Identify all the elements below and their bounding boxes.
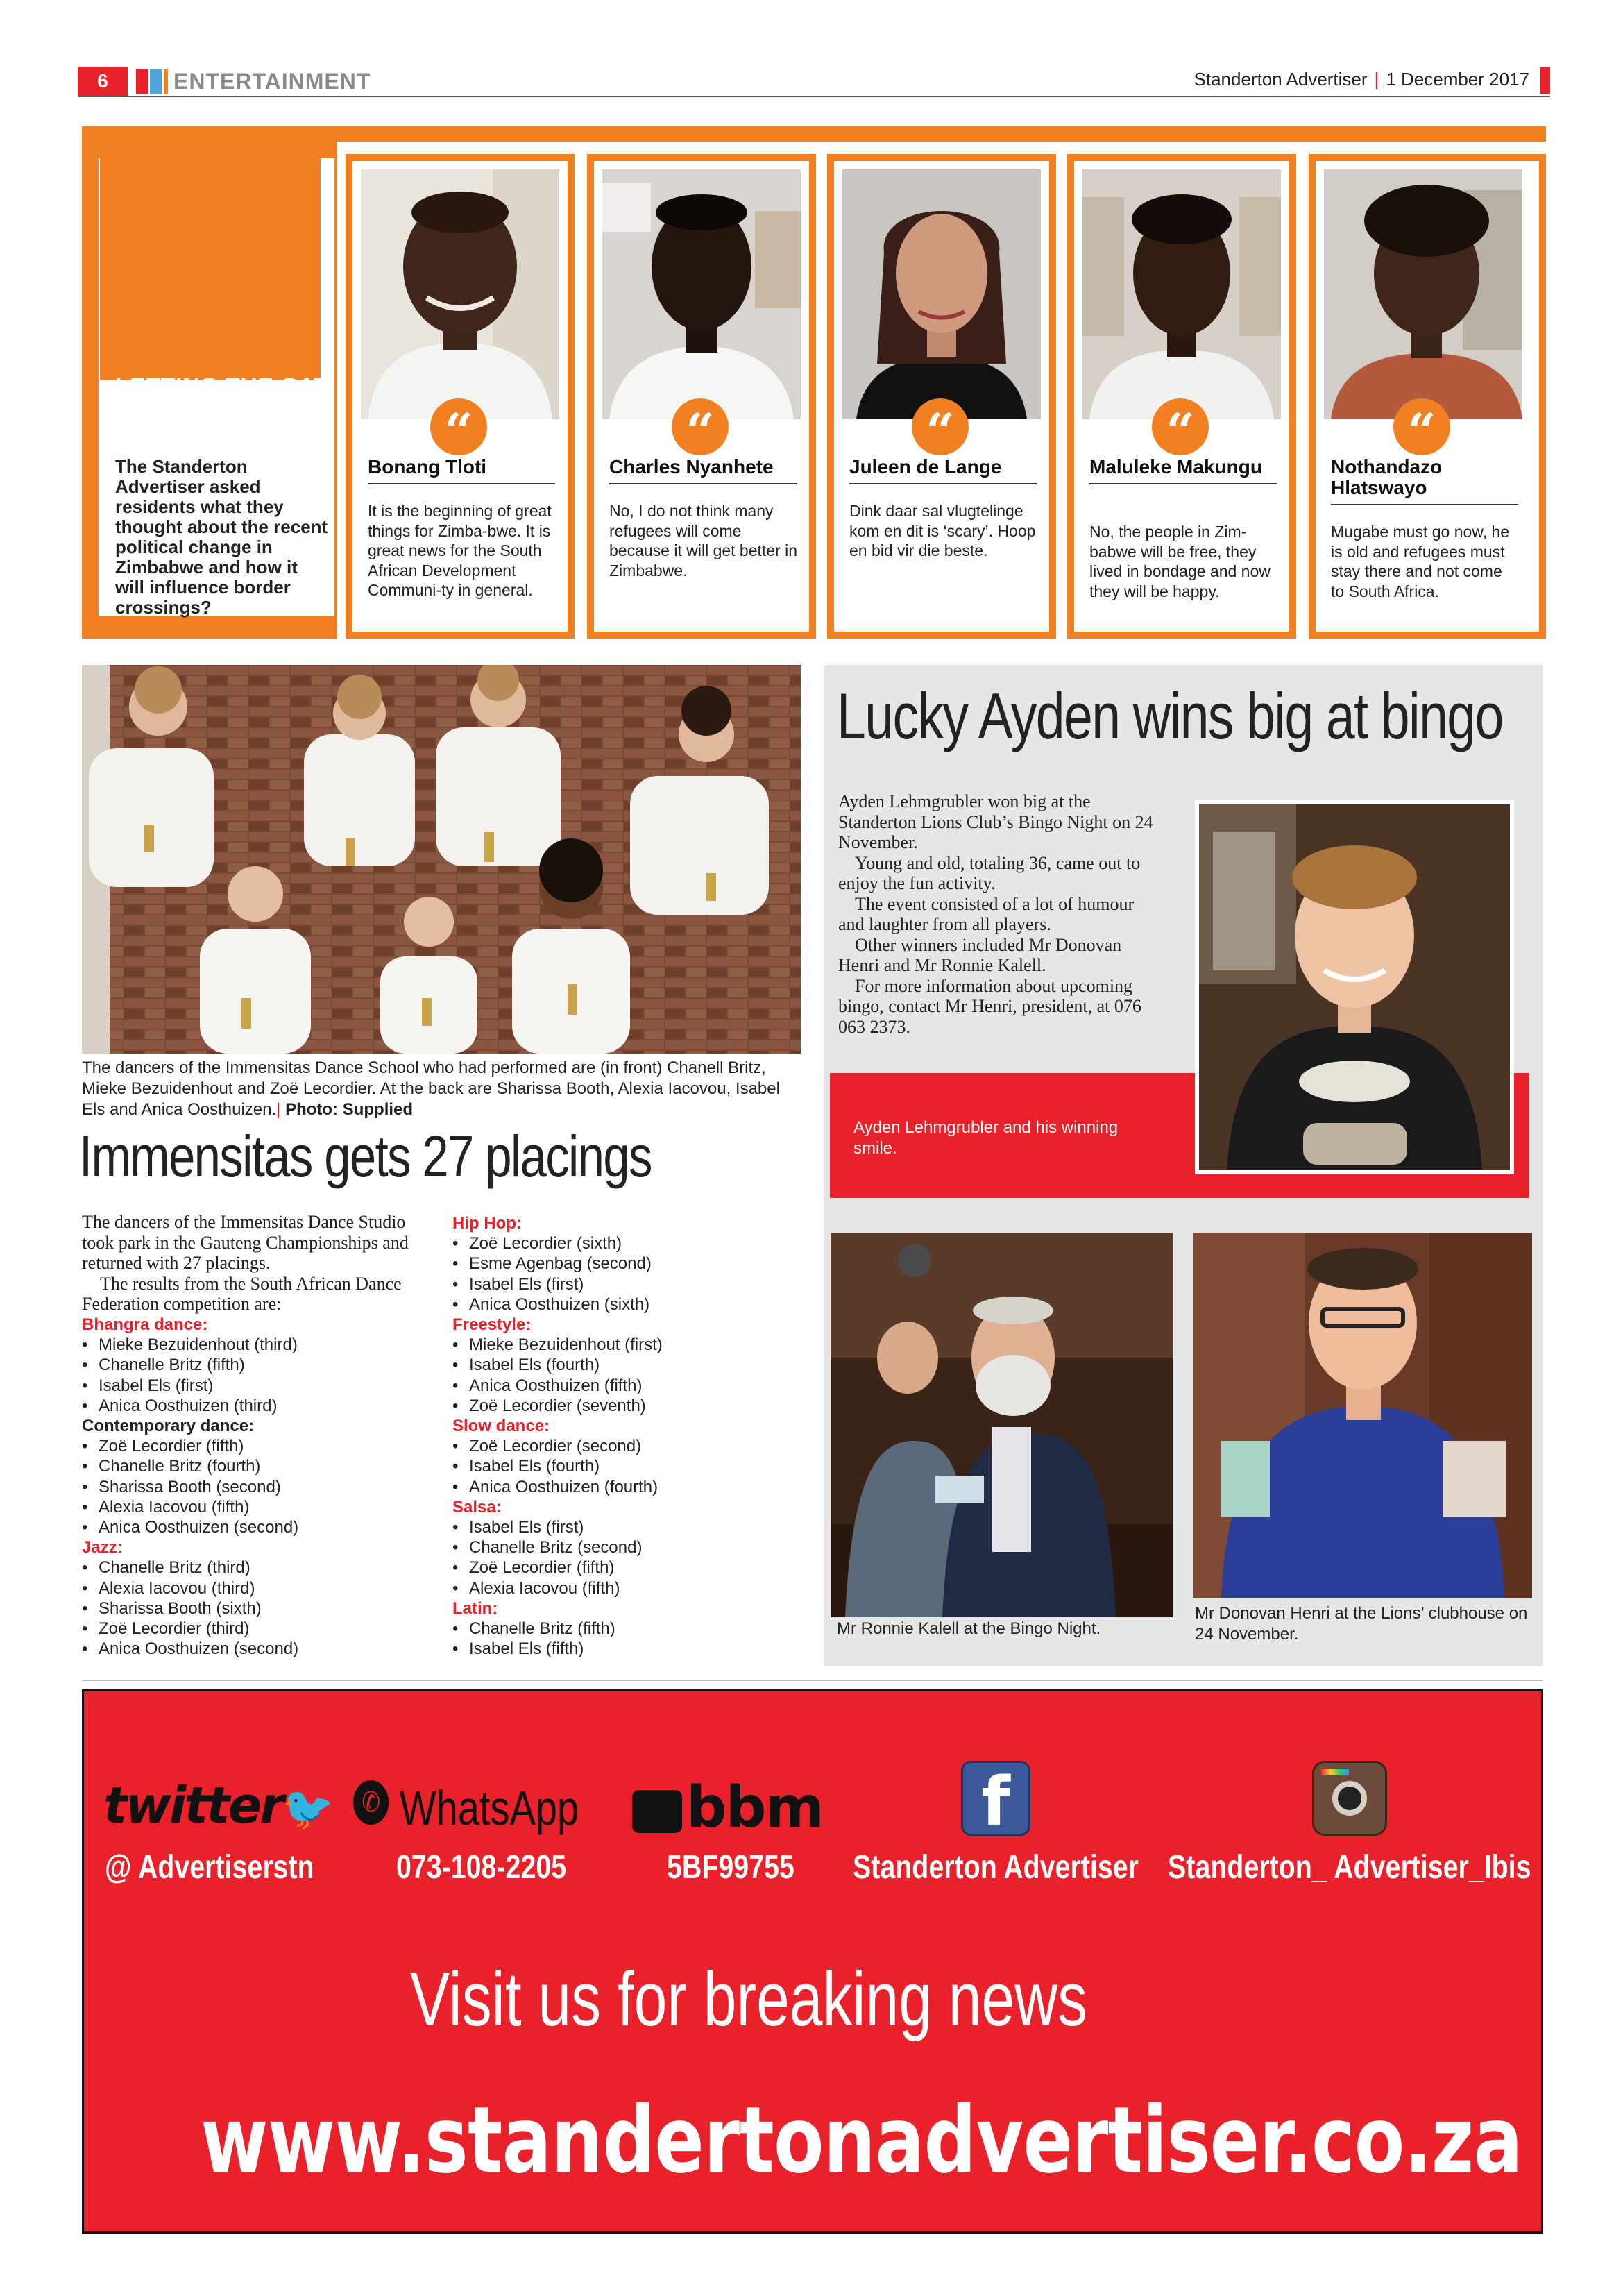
results-item: • Zoë Lecordier (second) [452,1436,799,1456]
issue-date: 1 December 2017 [1386,69,1529,90]
twitter-handle: @ Advertiserstn [105,1849,314,1886]
portrait-illustration [361,169,559,419]
portrait-photo [1324,169,1522,419]
website-url[interactable]: www.standertonadvertiser.co.za [201,2087,1522,2194]
instagram-stripe [1321,1769,1349,1775]
bbm-logo [632,1775,823,1841]
dancers-photo [82,665,801,1054]
article-paragraph: Ayden Lehmgrubler won big at the Standerton Lions Club’s Bingo Night on 24 November. [838,791,1153,852]
voxpop-card [1309,154,1546,639]
results-item: • Anica Oosthuizen (sixth) [452,1294,799,1315]
results-item: • Isabel Els (first) [452,1517,799,1537]
donovan-photo-caption: Mr Donovan Henri at the Lions’ clubhouse on 24 November. [1195,1604,1528,1644]
header-accent-bar [136,69,148,94]
article-paragraph: The dancers of the Immensitas Dance Studio took park in the Gauteng Championships and returned with 27 placings. [82,1212,409,1273]
results-category: Salsa: [452,1497,502,1517]
results-item: • Zoë Lecordier (third) [82,1619,429,1639]
vox-pop-section [82,126,1546,639]
header-accent-bar [150,69,162,94]
results-item: • Zoë Lecordier (seventh) [452,1396,799,1416]
article-paragraph: Other winners included Mr Donovan Henri and Mr Ronnie Kalell. [838,934,1122,975]
results-item: • Chanelle Britz (third) [82,1558,429,1578]
results-item: • Alexia Iacovou (third) [82,1578,429,1598]
dance-headline: Immensitas gets 27 placings [79,1124,652,1189]
results-category: Slow dance: [452,1417,550,1436]
results-item: • Anica Oosthuizen (third) [82,1396,429,1416]
instagram-lens [1332,1781,1367,1816]
results-category: Latin: [452,1598,498,1618]
results-item: • Alexia Iacovou (fifth) [452,1578,799,1598]
dance-article-body [82,1212,429,1315]
portrait-photo [842,169,1041,419]
vox-pop-top-bar [82,126,1546,142]
person-quote: Mugabe must go now, he is old and refugees must stay there and not come to South Africa. [1331,523,1509,600]
results-item: • Isabel Els (fifth) [452,1639,799,1659]
results-item: • Anica Oosthuizen (fourth) [452,1477,799,1497]
header-accent-bar [164,69,168,94]
facebook-icon: f [961,1761,1030,1836]
bbm-pin: 5BF99755 [667,1849,794,1886]
ronnie-illustration [831,1233,1173,1617]
results-item: • Sharissa Booth (second) [82,1477,429,1497]
page-header [78,67,1550,97]
twitter-wordmark: twitter [103,1776,282,1834]
results-item: • Zoë Lecordier (sixth) [452,1233,799,1253]
results-item: • Isabel Els (fourth) [452,1456,799,1476]
quote-icon: “ [912,398,969,455]
results-item: • Anica Oosthuizen (second) [82,1639,429,1659]
person-name: Charles Nyanhete [609,457,797,484]
portrait-illustration [1324,169,1522,419]
quote-icon: “ [1393,398,1450,455]
article-paragraph: The event consisted of a lot of humour and laughter from all players. [838,893,1135,934]
person-name: Juleen de Lange [849,457,1037,484]
instagram-handle: Standerton_ Advertiser_Ibis [1168,1849,1531,1886]
section-divider [82,1680,1543,1681]
person-name: Nothandazo Hlatswayo [1331,457,1518,505]
bingo-article-body [838,791,1157,1037]
person-quote: No, I do not think many refugees will come because it will get better in Zimbabwe. [609,502,798,580]
quote-icon: “ [1152,398,1209,455]
vox-pop-intro: The Standerton Advertiser asked residents what they thought about the recent political change in Zimbabwe and how it will influence border crossings? [115,456,328,618]
person-name: Maluleke Makungu [1089,457,1277,484]
photo-credit: Photo: Supplied [285,1100,414,1119]
results-item: • Zoë Lecordier (fifth) [452,1558,799,1578]
bbm-wordmark: bbm [686,1775,823,1841]
results-item: • Isabel Els (fourth) [452,1355,799,1375]
voxpop-card [1067,154,1296,639]
whatsapp-icon: ✆ [353,1780,389,1825]
twitter-bird-icon: 🐦 [282,1784,332,1833]
ronnie-photo-caption: Mr Ronnie Kalell at the Bingo Night. [837,1619,1101,1638]
caption-separator: | [276,1100,281,1119]
advert-tagline: Visit us for breaking news [410,1957,1088,2042]
person-quote: It is the beginning of great things for Zimba-bwe. It is great news for the South African Development Communi-ty in general. [368,502,552,599]
vox-pop-title: LETTING THE CAT OUT OF THE BAG [115,373,329,423]
results-item: • Zoë Lecordier (fifth) [82,1436,429,1456]
twitter-logo [103,1776,332,1834]
publication-name: Standerton Advertiser [1193,69,1368,90]
results-item: • Anica Oosthuizen (second) [82,1517,429,1537]
results-item: • Chanelle Britz (fifth) [82,1355,429,1375]
results-column-right [452,1213,799,1659]
results-column-left [82,1315,429,1659]
results-category: Hip Hop: [452,1214,522,1233]
ayden-photo-caption: Ayden Lehmgrubler and his winning smile. [853,1118,1119,1158]
dancers-illustration [82,665,801,1054]
results-item: • Isabel Els (first) [82,1376,429,1396]
ayden-illustration [1199,804,1510,1170]
results-item: • Alexia Iacovou (fifth) [82,1497,429,1517]
header-end-bar [1540,67,1550,94]
results-item: • Isabel Els (first) [452,1274,799,1294]
caption-text: The dancers of the Immensitas Dance School who had performed are (in front) Chanell Britz, Mieke Bezuidenhout and Zoë Lecordier. At the back are Sharissa Booth, Alexia Iacovou, Isabel Els and Anica Oosthuizen. [82,1058,780,1119]
section-title: ENTERTAINMENT [173,69,371,94]
portrait-illustration [1082,169,1281,419]
donovan-photo [1193,1233,1532,1598]
social-media-advert [82,1689,1543,2234]
person-quote: No, the people in Zim-babwe will be free, they lived in bondage and now they will be happy. [1089,523,1271,600]
quote-icon: “ [430,398,487,455]
results-item: • Mieke Bezuidenhout (third) [82,1335,429,1355]
dancers-photo-caption [82,1058,804,1120]
results-item: • Chanelle Britz (fourth) [82,1456,429,1476]
quote-icon: “ [672,398,729,455]
results-item: • Chanelle Britz (fifth) [452,1619,799,1639]
ronnie-photo [831,1233,1173,1617]
results-category: Bhangra dance: [82,1315,208,1334]
bbm-chat-icon [632,1790,682,1833]
results-item: • Sharissa Booth (sixth) [82,1598,429,1619]
article-paragraph: For more information about upcoming bingo, contact Mr Henri, president, at 076 063 2373. [838,975,1141,1037]
article-paragraph: The results from the South African Dance Federation competition are: [82,1273,402,1314]
whatsapp-wordmark: WhatsApp [399,1781,579,1835]
results-category: Jazz: [82,1538,123,1558]
voxpop-card [827,154,1056,639]
page-number: 6 [78,67,128,96]
bingo-headline: Lucky Ayden wins big at bingo [837,679,1503,752]
results-item: • Chanelle Britz (second) [452,1537,799,1558]
whatsapp-logo [353,1780,579,1836]
portrait-illustration [602,169,801,419]
results-category: Freestyle: [452,1315,532,1335]
person-name: Bonang Tloti [368,457,555,484]
voxpop-card [587,154,816,639]
results-item: • Mieke Bezuidenhout (first) [452,1335,799,1355]
whatsapp-number: 073-108-2205 [396,1849,567,1886]
intro-orange-block [100,158,321,380]
results-category: Contemporary dance: [82,1417,255,1436]
portrait-photo [1082,169,1281,419]
facebook-page: Standerton Advertiser [853,1849,1139,1886]
donovan-illustration [1193,1233,1532,1598]
portrait-photo [602,169,801,419]
instagram-icon [1312,1761,1387,1836]
article-paragraph: Young and old, totaling 36, came out to enjoy the fun activity. [838,852,1141,893]
portrait-illustration [842,169,1041,419]
masthead [1194,67,1530,92]
masthead-separator: | [1374,69,1379,90]
voxpop-card [346,154,575,639]
portrait-photo [361,169,559,419]
ayden-photo [1195,800,1514,1174]
results-item: • Anica Oosthuizen (fifth) [452,1376,799,1396]
results-item: • Esme Agenbag (second) [452,1253,799,1274]
person-quote: Dink daar sal vlugtelinge kom en dit is ‘scary’. Hoop en bid vir die beste. [849,502,1036,559]
